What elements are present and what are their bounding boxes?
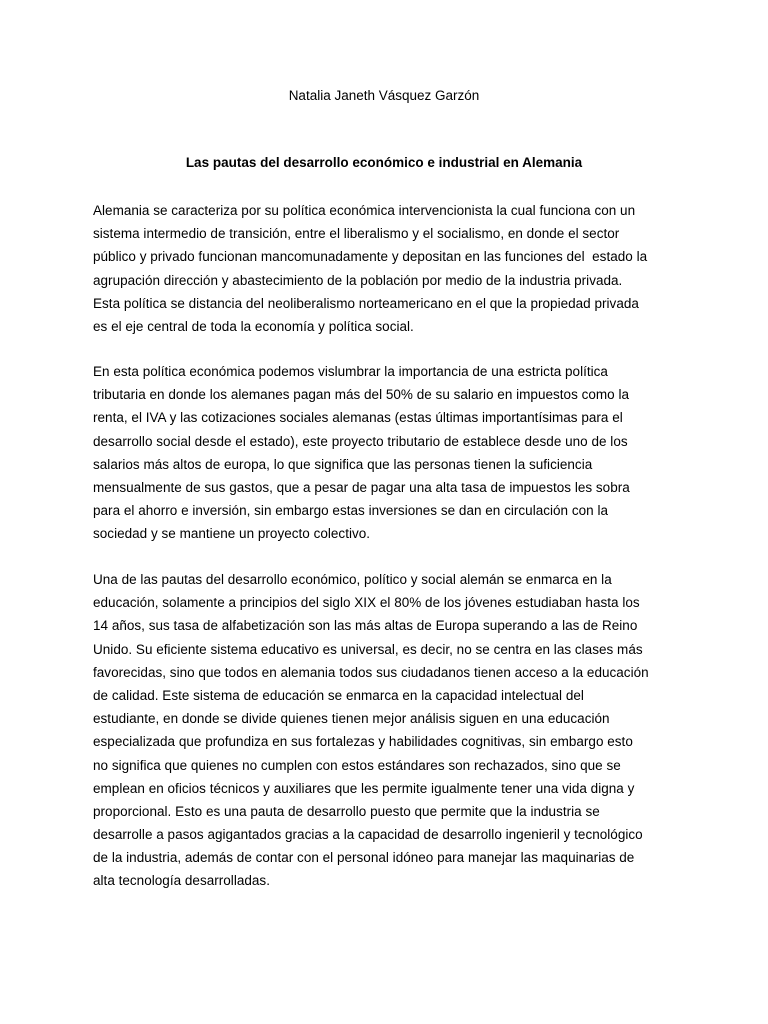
paragraph-line: tributaria en donde los alemanes pagan más del 50% de su salario en impuestos como la bbox=[93, 387, 630, 403]
paragraph-line: estudiante, en donde se divide quienes tienen mejor análisis siguen en una educación bbox=[93, 711, 610, 727]
paragraph-line: emplean en oficios técnicos y auxiliares que les permite igualmente tener una vida digna y bbox=[93, 780, 635, 796]
paragraph-3 bbox=[93, 568, 683, 893]
paragraph-line: es el eje central de toda la economía y política social. bbox=[93, 318, 414, 334]
paragraph-line: desarrolle a pasos agigantados gracias a la capacidad de desarrollo ingenieril y tecnológico bbox=[93, 827, 643, 843]
paragraph-line: favorecidas, sino que todos en alemania todos sus ciudadanos tienen acceso a la educación bbox=[93, 664, 649, 680]
paragraph-line: educación, solamente a principios del siglo XIX el 80% de los jóvenes estudiaban hasta los bbox=[93, 595, 640, 611]
paragraph-line: proporcional. Esto es una pauta de desarrollo puesto que permite que la industria se bbox=[93, 803, 600, 819]
paragraph-2 bbox=[93, 360, 683, 546]
paragraph-line: de la industria, además de contar con el personal idóneo para manejar las maquinarias de bbox=[93, 850, 635, 866]
paragraph-line: alta tecnología desarrolladas. bbox=[93, 873, 270, 889]
paragraph-line: Alemania se caracteriza por su política económica intervencionista la cual funciona con un bbox=[93, 203, 636, 218]
paragraph-line: Una de las pautas del desarrollo económico, político y social alemán se enmarca en la bbox=[93, 572, 612, 587]
paragraph-line: desarrollo social desde el estado), este proyecto tributario de establece desde uno de los bbox=[93, 433, 628, 449]
paragraph-line: Esta política se distancia del neoliberalismo norteamericano en el que la propiedad privada bbox=[93, 295, 639, 311]
paragraph-line: sociedad y se mantiene un proyecto colectivo. bbox=[93, 526, 371, 542]
paragraph-line: para el ahorro e inversión, sin embargo estas inversiones se dan en circulación con la bbox=[93, 503, 609, 519]
paragraph-1 bbox=[93, 199, 683, 338]
paragraph-line: renta, el IVA y las cotizaciones sociales alemanas (estas últimas importantísimas para el bbox=[93, 410, 623, 426]
paragraph-line: 14 años, sus tasa de alfabetización son las más altas de Europa superando a las de Reino bbox=[93, 618, 638, 634]
paragraph-line: sistema intermedio de transición, entre el liberalismo y el socialismo, en donde el sector bbox=[93, 226, 620, 242]
paragraph-line: mensualmente de sus gastos, que a pesar de pagar una alta tasa de impuestos les sobra bbox=[93, 479, 630, 495]
paragraph-line: Unido. Su eficiente sistema educativo es universal, es decir, no se centra en las clases más bbox=[93, 641, 643, 657]
paragraph-line: de calidad. Este sistema de educación se enmarca en la capacidad intelectual del bbox=[93, 687, 584, 703]
paragraph-line: especializada que profundiza en sus fortalezas y habilidades cognitivas, sin embargo esto bbox=[93, 734, 633, 750]
author-name: Natalia Janeth Vásquez Garzón bbox=[288, 88, 480, 103]
paragraph-line: no significa que quienes no cumplen con estos estándares son rechazados, sino que se bbox=[93, 757, 621, 773]
document-title: Las pautas del desarrollo económico e industrial en Alemania bbox=[185, 155, 583, 170]
paragraph-line: salarios más altos de europa, lo que significa que las personas tienen la suficiencia bbox=[93, 456, 593, 472]
paragraph-line: agrupación dirección y abastecimiento de la población por medio de la industria privada. bbox=[93, 272, 623, 288]
paragraph-line: En esta política económica podemos vislumbrar la importancia de una estricta política bbox=[93, 364, 608, 379]
paragraph-line: público y privado funcionan mancomunadamente y depositan en las funciones del estado la bbox=[93, 249, 648, 265]
